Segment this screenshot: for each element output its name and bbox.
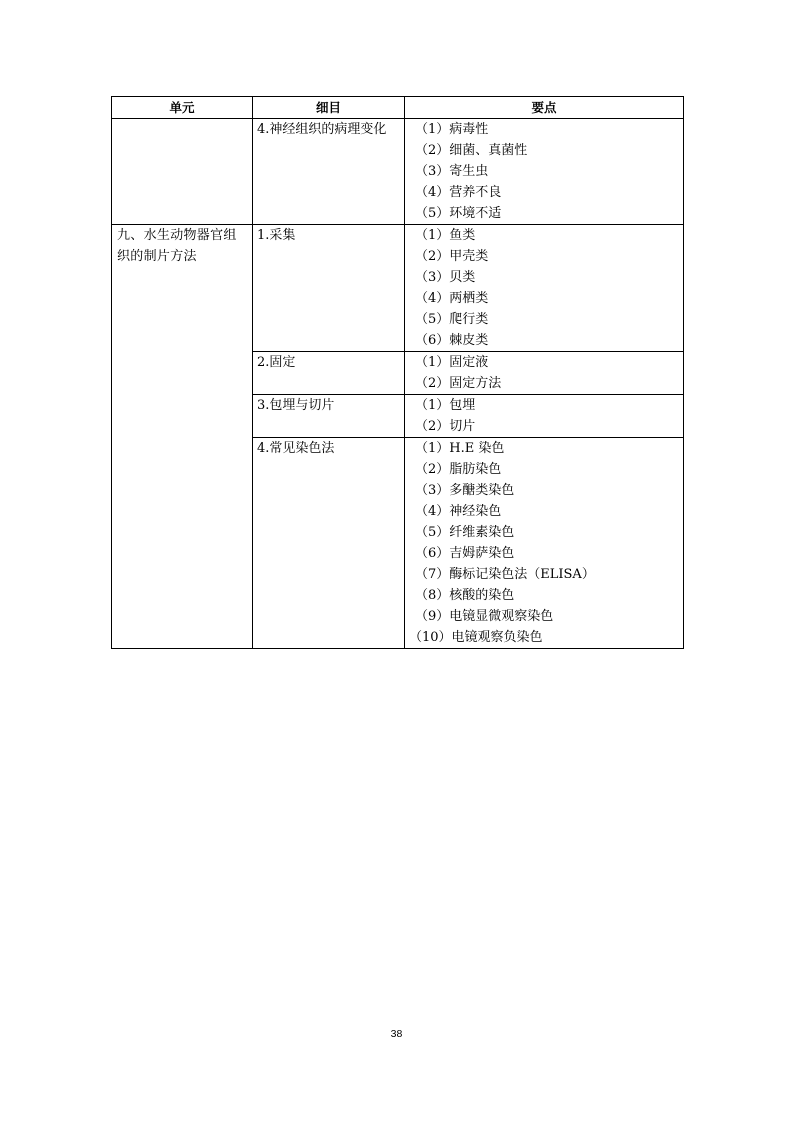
item-title: 4.常见染色法 <box>257 441 335 456</box>
point-item: （7）酶标记染色法（ELISA） <box>415 567 595 582</box>
header-item: 细目 <box>253 97 405 119</box>
point-item: （8）核酸的染色 <box>415 588 515 603</box>
point-item: （4）两栖类 <box>415 291 489 306</box>
syllabus-table <box>111 96 684 649</box>
point-item: （1）固定液 <box>415 355 489 370</box>
points-cell <box>405 438 684 649</box>
points-cell <box>405 395 684 438</box>
item-title: 4.神经组织的病理变化 <box>257 122 387 137</box>
points-list <box>405 225 683 351</box>
item-title: 1.采集 <box>257 228 296 243</box>
point-item: （5）环境不适 <box>415 206 502 221</box>
points-list <box>405 352 683 394</box>
point-item: （2）切片 <box>415 419 476 434</box>
header-points: 要点 <box>405 97 684 119</box>
item-cell <box>253 438 405 649</box>
points-list <box>405 119 683 224</box>
points-cell <box>405 119 684 225</box>
point-item: （3）贝类 <box>415 270 476 285</box>
point-item: （4）营养不良 <box>415 185 502 200</box>
item-title: 2.固定 <box>257 355 296 370</box>
item-cell <box>253 119 405 225</box>
points-cell <box>405 225 684 352</box>
point-item: （6）棘皮类 <box>415 333 489 348</box>
point-item: （2）细菌、真菌性 <box>415 143 528 158</box>
points-cell <box>405 352 684 395</box>
point-item: （2）甲壳类 <box>415 249 489 264</box>
page-number: 38 <box>390 1028 403 1040</box>
point-item: （1）病毒性 <box>415 122 489 137</box>
point-item: （5）纤维素染色 <box>415 525 515 540</box>
point-item: （1）鱼类 <box>415 228 476 243</box>
point-item: （3）寄生虫 <box>415 164 489 179</box>
points-list <box>405 438 683 648</box>
item-cell <box>253 225 405 352</box>
item-cell <box>253 395 405 438</box>
point-item: （1）包埋 <box>415 398 476 413</box>
points-list <box>405 395 683 437</box>
point-item: （3）多醣类染色 <box>415 483 515 498</box>
unit-cell <box>112 225 253 649</box>
point-item: （5）爬行类 <box>415 312 489 327</box>
header-unit: 单元 <box>112 97 253 119</box>
item-cell <box>253 352 405 395</box>
table-row <box>112 225 684 352</box>
point-item: （2）脂肪染色 <box>415 462 502 477</box>
item-title: 3.包埋与切片 <box>257 398 335 413</box>
point-item: （4）神经染色 <box>415 504 502 519</box>
point-item: （10）电镜观察负染色 <box>409 630 543 645</box>
point-item: （2）固定方法 <box>415 376 502 391</box>
table-row <box>112 119 684 225</box>
point-item: （9）电镜显微观察染色 <box>415 609 554 624</box>
point-item: （6）吉姆萨染色 <box>415 546 515 561</box>
unit-text: 九、水生动物器官组织的制片方法 <box>117 228 237 264</box>
table-header-row <box>112 97 684 119</box>
point-item: （1）H.E 染色 <box>415 441 505 456</box>
unit-cell <box>112 119 253 225</box>
